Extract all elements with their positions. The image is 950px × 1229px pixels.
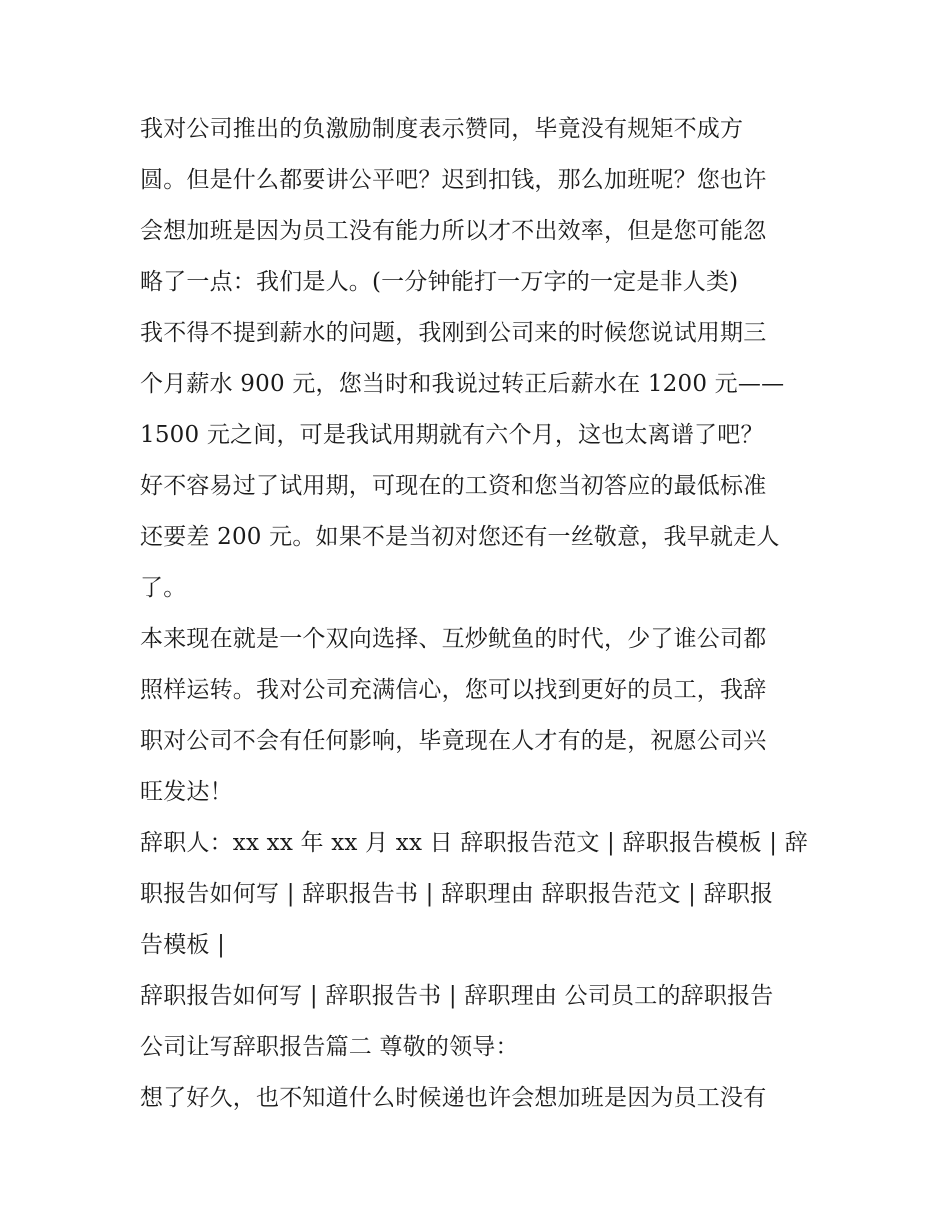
text-line: 圆。但是什么都要讲公平吧？迟到扣钱，那么加班呢？您也许	[140, 167, 767, 193]
text-line: 职对公司不会有任何影响，毕竟现在人才有的是，祝愿公司兴	[140, 728, 767, 754]
text-line: 职报告如何写 | 辞职报告书 | 辞职理由 辞职报告范文 | 辞职报	[140, 881, 774, 907]
text-line: 本来现在就是一个双向选择、互炒鱿鱼的时代，少了谁公司都	[140, 626, 767, 652]
text-line: 好不容易过了试用期，可现在的工资和您当初答应的最低标准	[140, 473, 767, 499]
text-line: 我对公司推出的负激励制度表示赞同，毕竟没有规矩不成方	[140, 116, 744, 142]
text-line: 了。	[140, 575, 187, 601]
text-line: 照样运转。我对公司充满信心，您可以找到更好的员工，我辞	[140, 677, 767, 703]
text-line: 公司让写辞职报告篇二 尊敬的领导：	[140, 1034, 519, 1060]
text-line: 辞职报告如何写 | 辞职报告书 | 辞职理由 公司员工的辞职报告	[140, 983, 774, 1009]
text-line: 旺发达！	[140, 779, 233, 805]
text-line: 1500 元之间，可是我试用期就有六个月，这也太离谱了吧？	[140, 422, 764, 448]
text-line: 还要差 200 元。如果不是当初对您还有一丝敬意，我早就走人	[140, 524, 780, 550]
text-line: 告模板 |	[140, 932, 226, 958]
text-line: 辞职人：xx xx 年 xx 月 xx 日 辞职报告范文 | 辞职报告模板 | 辞	[140, 830, 808, 856]
text-line: 略了一点：我们是人。(一分钟能打一万字的一定是非人类)	[140, 269, 739, 295]
text-line: 个月薪水 900 元，您当时和我说过转正后薪水在 1200 元——	[140, 371, 785, 397]
document-body	[140, 104, 820, 1124]
text-line: 想了好久，也不知道什么时候递也许会想加班是因为员工没有	[140, 1085, 767, 1111]
text-line: 我不得不提到薪水的问题，我刚到公司来的时候您说试用期三	[140, 320, 767, 346]
text-line: 会想加班是因为员工没有能力所以才不出效率，但是您可能忽	[140, 218, 767, 244]
